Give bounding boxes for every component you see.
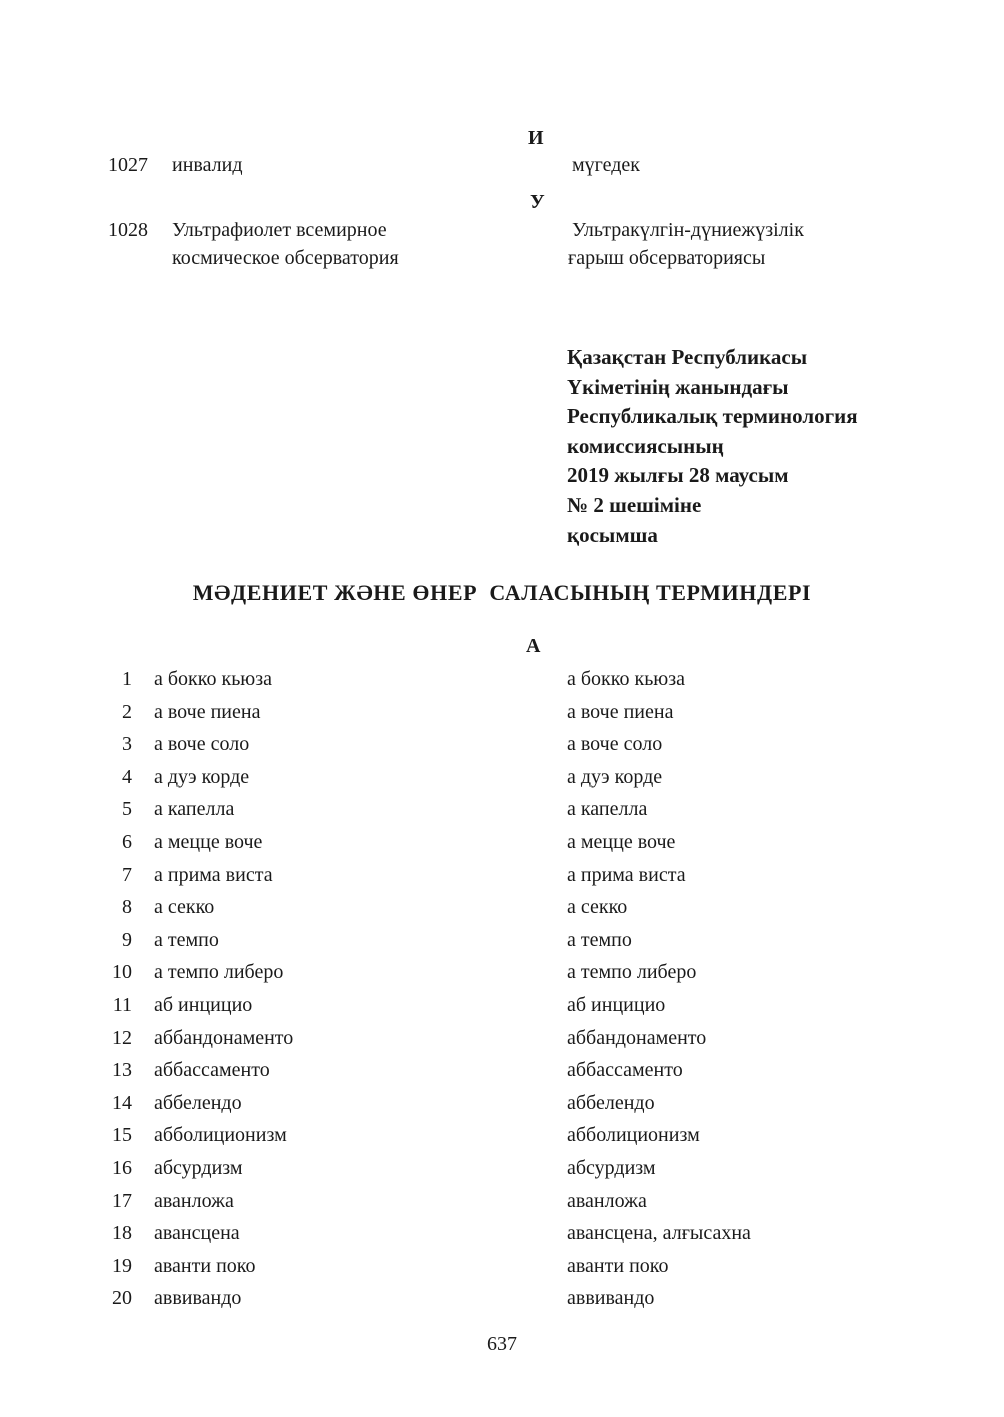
term-number: 4 [122, 765, 132, 788]
term-number: 17 [112, 1189, 132, 1212]
term-russian: а капелла [154, 798, 235, 821]
term-russian: аббелендо [154, 1091, 242, 1114]
appendix-note-line: қосымша [567, 522, 658, 547]
term-russian: а темпо либеро [154, 961, 284, 984]
appendix-note-line: № 2 шешіміне [567, 492, 702, 517]
term-kazakh: а темпо либеро [567, 961, 697, 984]
term-russian: абсурдизм [154, 1157, 243, 1179]
term-kazakh: а бокко кьюза [567, 668, 686, 690]
term-number: 1027 [108, 154, 148, 176]
appendix-note-line: Үкіметінің жанындағы [567, 374, 789, 399]
term-kazakh: аббелендо [567, 1091, 655, 1114]
term-kazakh: аббассаменто [567, 1059, 683, 1082]
appendix-note-line: комиссиясының [567, 433, 724, 458]
term-russian: а темпо [154, 928, 219, 951]
term-russian: аббандонаменто [154, 1026, 294, 1049]
term-russian: а воче пиена [154, 700, 261, 723]
term-number: 1028 [108, 219, 148, 241]
term-russian: а мецце воче [154, 831, 263, 853]
term-kazakh: а прима виста [567, 863, 686, 886]
term-russian: аванти поко [154, 1254, 256, 1277]
term-russian: инвалид [172, 154, 243, 176]
term-number: 2 [122, 700, 132, 723]
term-number: 7 [122, 863, 132, 886]
term-kazakh: аванти поко [567, 1254, 669, 1277]
term-number: 20 [112, 1287, 132, 1310]
term-russian: Ультрафиолет всемирное [172, 219, 387, 241]
term-number: 9 [122, 928, 132, 951]
term-kazakh: абсурдизм [567, 1157, 656, 1179]
letter-heading-i: И [528, 127, 544, 149]
term-number: 19 [112, 1254, 132, 1277]
term-russian: аванложа [154, 1189, 234, 1212]
term-number: 6 [122, 831, 132, 853]
appendix-note-line: Қазақстан Республикасы [567, 345, 808, 369]
term-number: 13 [112, 1059, 132, 1082]
term-kazakh-continued: ғарыш обсерваториясы [568, 247, 766, 269]
term-number: 10 [112, 961, 132, 984]
term-number: 5 [122, 798, 132, 821]
term-kazakh: а темпо [567, 928, 632, 951]
term-russian: а бокко кьюза [154, 668, 273, 690]
appendix-note-line: 2019 жылғы 28 маусым [567, 463, 789, 488]
page-number: 637 [487, 1333, 517, 1355]
term-russian-continued: космическое обсерватория [172, 247, 399, 269]
term-kazakh: аб инцицио [567, 994, 666, 1016]
appendix-note [567, 343, 858, 550]
term-kazakh: а капелла [567, 798, 648, 821]
term-russian: аб инцицио [154, 994, 253, 1016]
term-russian: аббассаменто [154, 1059, 270, 1082]
term-russian: а дуэ корде [154, 765, 250, 788]
term-number: 1 [122, 668, 132, 690]
term-russian: абболиционизм [154, 1124, 287, 1147]
appendix-note-line: Республикалық терминология [567, 404, 858, 429]
term-russian: аввивандо [154, 1287, 242, 1310]
term-kazakh: аванложа [567, 1189, 647, 1212]
term-russian: а воче соло [154, 733, 250, 756]
letter-heading-a: А [526, 635, 541, 657]
term-kazakh: а воче пиена [567, 700, 674, 723]
term-kazakh: авансцена, алғысахна [567, 1222, 751, 1245]
term-kazakh: Ультракүлгін-дүниежүзілік [572, 219, 804, 241]
term-number: 11 [112, 994, 132, 1016]
term-kazakh: а секко [567, 896, 628, 919]
term-number: 14 [112, 1091, 132, 1114]
term-kazakh: а воче соло [567, 733, 663, 756]
term-number: 3 [122, 733, 132, 756]
term-number: 18 [112, 1222, 132, 1245]
term-kazakh: аббандонаменто [567, 1026, 707, 1049]
term-kazakh: а дуэ корде [567, 765, 663, 788]
term-kazakh: а мецце воче [567, 831, 676, 853]
term-kazakh: абболиционизм [567, 1124, 700, 1147]
term-russian: а секко [154, 896, 215, 919]
term-number: 12 [112, 1026, 132, 1049]
term-kazakh: аввивандо [567, 1287, 655, 1310]
term-number: 15 [112, 1124, 132, 1147]
term-russian: а прима виста [154, 863, 273, 886]
term-kazakh: мүгедек [572, 154, 640, 176]
term-russian: авансцена [154, 1222, 240, 1245]
section-title: МӘДЕНИЕТ ЖӘНЕ ӨНЕР САЛАСЫНЫҢ ТЕРМИНДЕРІ [192, 580, 812, 605]
term-number: 16 [112, 1157, 132, 1179]
letter-heading-u: У [530, 191, 545, 213]
term-number: 8 [122, 896, 132, 919]
